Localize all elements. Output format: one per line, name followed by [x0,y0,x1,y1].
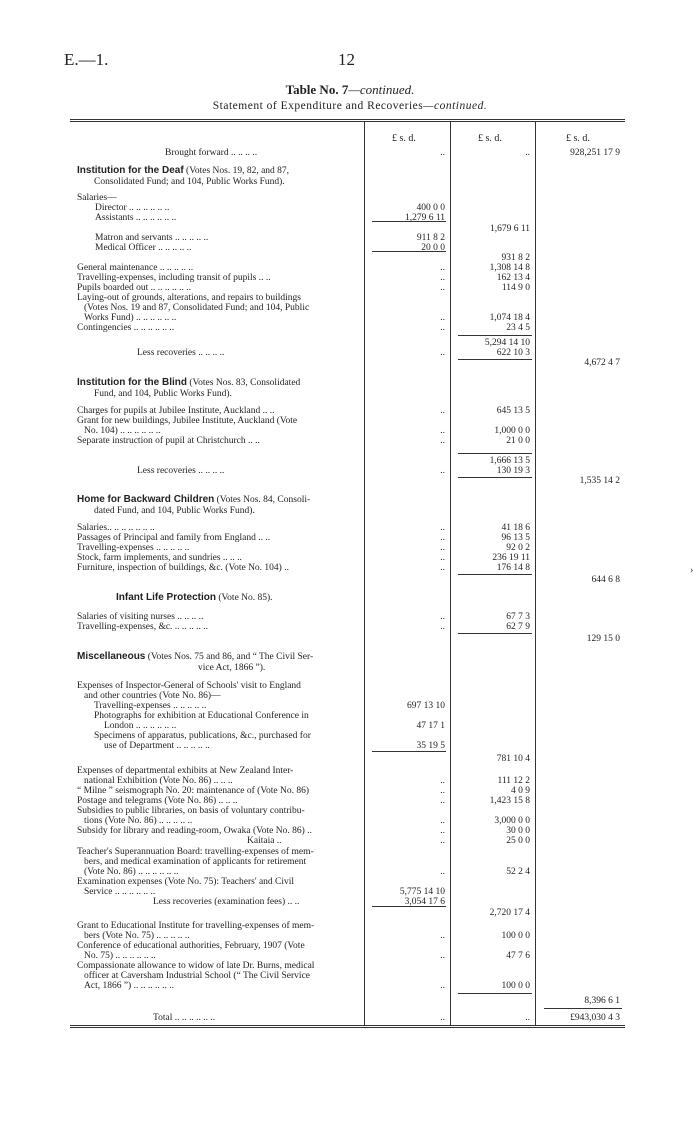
row-description: Less recoveries (examination fees) .. .. [153,897,300,907]
row-description: Less recoveries .. .. .. .. [137,466,225,476]
amount-c1: .. [440,776,445,786]
column-header-1: £ s. d. [392,133,416,144]
row-description: Grant for new buildings, Jubilee Institute, Auckland (Vote [77,416,298,426]
amount-c1: .. [440,466,445,476]
amount-c1: .. [440,263,445,273]
amount-c2: 162 13 4 [496,273,530,283]
amount-c1: .. [440,553,445,563]
amount-c1: .. [440,533,445,543]
amount-c1: .. [440,323,445,333]
amount-c1: .. [440,931,445,941]
row-description: Assistants .. .. .. .. .. .. [95,213,177,223]
row-description: Pupils boarded out .. .. .. .. .. .. [77,283,191,293]
amount-c2: 25 0 0 [506,836,530,846]
subtotal-rule [372,751,446,752]
amount-c2: 622 10 3 [496,348,530,358]
amount-c1: .. [440,981,445,991]
column-divider-3 [535,121,536,1025]
section-heading: Institution for the Deaf (Votes Nos. 19, 82, and 87, [77,165,290,176]
amount-c2: 62 7 9 [506,622,530,632]
amount-c2: 114 9 0 [501,283,530,293]
row-description: Service .. .. .. .. .. .. [84,887,156,897]
amount-c2: 130 19 3 [496,466,530,476]
row-description: use of Department .. .. .. .. .. [104,741,210,751]
amount-c2: 781 10 4 [496,754,530,764]
row-description: Specimens of apparatus, publications, &c., purchased for [94,731,311,741]
amount-c2: 100 0 0 [501,931,530,941]
amount-c2: 236 19 11 [492,553,530,563]
amount-c2: 1,000 0 0 [494,426,530,436]
amount-c1: .. [440,523,445,533]
row-description: Director .. .. .. .. .. .. [95,203,170,213]
section-vote-note: (Votes Nos. 84, Consoli- [214,495,311,505]
amount-c1: 35 19 5 [416,741,445,751]
subtotal-rule [458,574,532,575]
row-description: officer at Caversham Industrial School (“ The Civil Service [84,971,311,981]
subtotal-rule [458,993,532,994]
row-description: Salaries of visiting nurses .. .. .. .. [77,612,204,622]
row-description: Contingencies .. .. .. .. .. .. [77,323,175,333]
amount-c3: £943,030 4 3 [570,1013,620,1023]
amount-c1: .. [440,867,445,877]
row-description: Less recoveries .. .. .. .. [137,348,225,358]
row-description: Expenses of departmental exhibits at New Zealand Inter- [77,766,294,776]
amount-c1: .. [440,836,445,846]
amount-c2: 111 12 2 [497,776,530,786]
amount-c1: 911 8 2 [416,233,445,243]
row-description: Total .. .. .. .. .. .. [153,1013,216,1023]
subtotal-rule [458,633,532,634]
table-top-rule [70,119,625,120]
amount-c1: .. [440,283,445,293]
row-description: Subsidy for library and reading-room, Owaka (Vote No. 86) .. [77,826,312,836]
amount-c2: 1,308 14 8 [489,263,530,273]
row-description: Subsidies to public libraries, on basis of voluntary contribu- [77,806,305,816]
amount-c1: .. [440,436,445,446]
column-header-2: £ s. d. [478,133,502,144]
amount-c2: 3,000 0 0 [494,816,530,826]
row-description: Photographs for exhibition at Educational Conference in [94,711,309,721]
amount-c1: .. [440,786,445,796]
row-description: bers, and medical examination of applicants for retirement [84,857,307,867]
amount-c1: 3,054 17 6 [404,897,445,907]
section-heading: Home for Backward Children (Votes Nos. 84, Consoli- [77,494,311,505]
amount-c1: .. [440,826,445,836]
subtotal-rule [544,1008,622,1009]
row-description: Stock, farm implements, and sundries .. .. .. [77,553,242,563]
row-description: Passages of Principal and family from England .. .. [77,533,271,543]
row-description: Travelling-expenses .. .. .. .. .. [77,543,190,553]
table-title: Table No. 7—continued. [285,82,415,97]
amount-c2: 645 13 5 [496,406,530,416]
row-description: London .. .. .. .. .. .. [104,721,177,731]
amount-c1: .. [440,348,445,358]
row-description: Grant to Educational Institute for travelling-expenses of mem- [77,921,315,931]
row-description: Act, 1866 ”) .. .. .. .. .. .. [84,981,174,991]
amount-c3: 129 15 0 [586,634,620,644]
amount-c2: 1,423 15 8 [489,796,530,806]
row-description: (Votes Nos. 19 and 87, Consolidated Fund; and 104, Public [84,303,310,313]
amount-c1: .. [440,622,445,632]
section-vote-note: (Vote No. 85). [216,593,273,603]
amount-c1: .. [440,148,445,158]
subtotal-rule [458,359,532,360]
row-description: Travelling-expenses, &c. .. .. .. .. .. [77,622,209,632]
row-description: Conference of educational authorities, February, 1907 (Vote [77,941,305,951]
amount-c1: 1,279 6 11 [404,213,445,223]
amount-c1: 697 13 10 [407,701,445,711]
amount-c2: .. [525,148,530,158]
table-subtitle: Statement of Expenditure and Recoveries—continued. [212,100,488,112]
amount-c2: 1,666 13 5 [489,456,530,466]
row-description: “ Milne ” seismograph No. 20: maintenance of (Vote No. 86) [77,786,309,796]
amount-c1: 20 0 0 [421,243,445,253]
amount-c2: 176 14 8 [496,563,530,573]
row-description: No. 75) .. .. .. .. .. .. [84,951,156,961]
amount-c1: .. [440,612,445,622]
section-heading: Miscellaneous (Votes Nos. 75 and 86, and “ The Civil Ser- [77,651,314,662]
row-description: Consolidated Fund; and 104, Public Works Fund). [94,177,285,187]
row-description: Medical Officer .. .. .. .. .. [95,243,192,253]
row-description: Laying-out of grounds, alterations, and repairs to buildings [77,293,301,303]
amount-c1: 5,775 14 10 [399,887,445,897]
amount-c1: .. [440,426,445,436]
row-description: dated Fund, and 104, Public Works Fund). [94,506,255,516]
amount-c3: 4,672 4 7 [584,358,620,368]
amount-c1: .. [440,816,445,826]
amount-c1: .. [440,951,445,961]
section-heading: Institution for the Blind (Votes Nos. 83, Consolidated [77,377,301,388]
subtotal-rule [458,477,532,478]
amount-c2: 1,679 6 11 [489,224,530,234]
table-top-rule-2 [70,121,625,122]
row-description: Postage and telegrams (Vote No. 86) .. .. .. [77,796,238,806]
row-description: Matron and servants .. .. .. .. .. [95,233,209,243]
row-description: Charges for pupils at Jubilee Institute, Auckland .. .. [77,406,275,416]
amount-c1: .. [440,313,445,323]
column-divider-1 [364,121,365,1025]
amount-c2: 92 0 2 [506,543,530,553]
amount-c2: 67 7 3 [506,612,530,622]
page-code: E.—1. [64,50,109,69]
amount-c3: 8,396 6 1 [584,996,620,1006]
margin-mark: › [690,565,694,576]
amount-c1: .. [440,273,445,283]
row-description: Works Fund) .. .. .. .. .. .. [84,313,177,323]
amount-c2: 2,720 17 4 [489,908,530,918]
column-header-3: £ s. d. [566,133,590,144]
amount-c3: 928,251 17 9 [570,148,620,158]
row-description: Expenses of Inspector-General of Schools' visit to England [77,681,301,691]
subtotal-rule [458,453,532,454]
amount-c2: 52 2 4 [506,867,530,877]
amount-c1: .. [440,543,445,553]
amount-c2: 47 7 6 [506,951,530,961]
row-description: Compassionate allowance to widow of late Dr. Burns, medical [77,961,315,971]
section-vote-note: (Votes Nos. 83, Consolidated [186,378,301,388]
row-description: No. 104) .. .. .. .. .. .. [84,426,161,436]
section-heading: Infant Life Protection (Vote No. 85). [116,592,273,603]
section-vote-note: (Votes Nos. 19, 82, and 87, [183,166,290,176]
row-description: Salaries— [77,193,117,203]
amount-c2: .. [525,1013,530,1023]
row-description: bers (Vote No. 75) .. .. .. .. .. [84,931,190,941]
amount-c2: 1,074 18 4 [489,313,530,323]
row-description: Travelling-expenses .. .. .. .. .. [94,701,207,711]
amount-c2: 21 0 0 [506,436,530,446]
amount-c2: 4 0 9 [511,786,530,796]
amount-c2: 5,294 14 10 [484,338,530,348]
row-description: national Exhibition (Vote No. 86) .. .. .. [84,776,233,786]
amount-c2: 30 0 0 [506,826,530,836]
amount-c2: 23 4 5 [506,323,530,333]
amount-c2: 100 0 0 [501,981,530,991]
row-description: Examination expenses (Vote No. 75): Teachers' and Civil [77,877,295,887]
amount-c1: .. [440,406,445,416]
amount-c3: 644 6 8 [591,575,620,585]
row-description: General maintenance .. .. .. .. .. [77,263,194,273]
section-vote-note: (Votes Nos. 75 and 86, and “ The Civil Ser- [145,652,314,662]
amount-c1: 400 0 0 [416,203,445,213]
amount-c2: 41 18 6 [501,523,530,533]
amount-c2: 96 13 5 [501,533,530,543]
row-description: (Vote No. 86) .. .. .. .. .. .. [84,867,179,877]
page-number: 12 [338,50,355,69]
subtotal-rule [458,335,532,336]
column-divider-2 [450,121,451,1025]
row-description: Furniture, inspection of buildings, &c. (Vote No. 104) .. [77,563,289,573]
amount-c1: 47 17 1 [416,721,445,731]
row-description: Brought forward .. .. .. .. [165,148,258,158]
row-description: Teacher's Superannuation Board: travelling-expenses of mem- [77,847,314,857]
table-bottom-rule-2 [70,1027,625,1028]
row-description: Salaries.. .. .. .. .. .. .. [77,523,155,533]
amount-c1: .. [440,796,445,806]
row-description: vice Act, 1866 ”). [198,663,266,673]
row-description: tions (Vote No. 86) .. .. .. .. .. [84,816,193,826]
amount-c1: .. [440,1013,445,1023]
amount-c1: .. [440,563,445,573]
amount-c3: 1,535 14 2 [579,476,620,486]
table-bottom-rule [70,1025,625,1026]
row-description: Travelling-expenses, including transit of pupils .. .. [77,273,271,283]
row-description: Fund, and 104, Public Works Fund). [94,389,232,399]
amount-c2: 931 8 2 [501,253,530,263]
row-description: Separate instruction of pupil at Christchurch .. .. [77,436,260,446]
row-description: and other countries (Vote No. 86)— [84,691,221,701]
row-description: Kaitaia .. [247,836,282,846]
